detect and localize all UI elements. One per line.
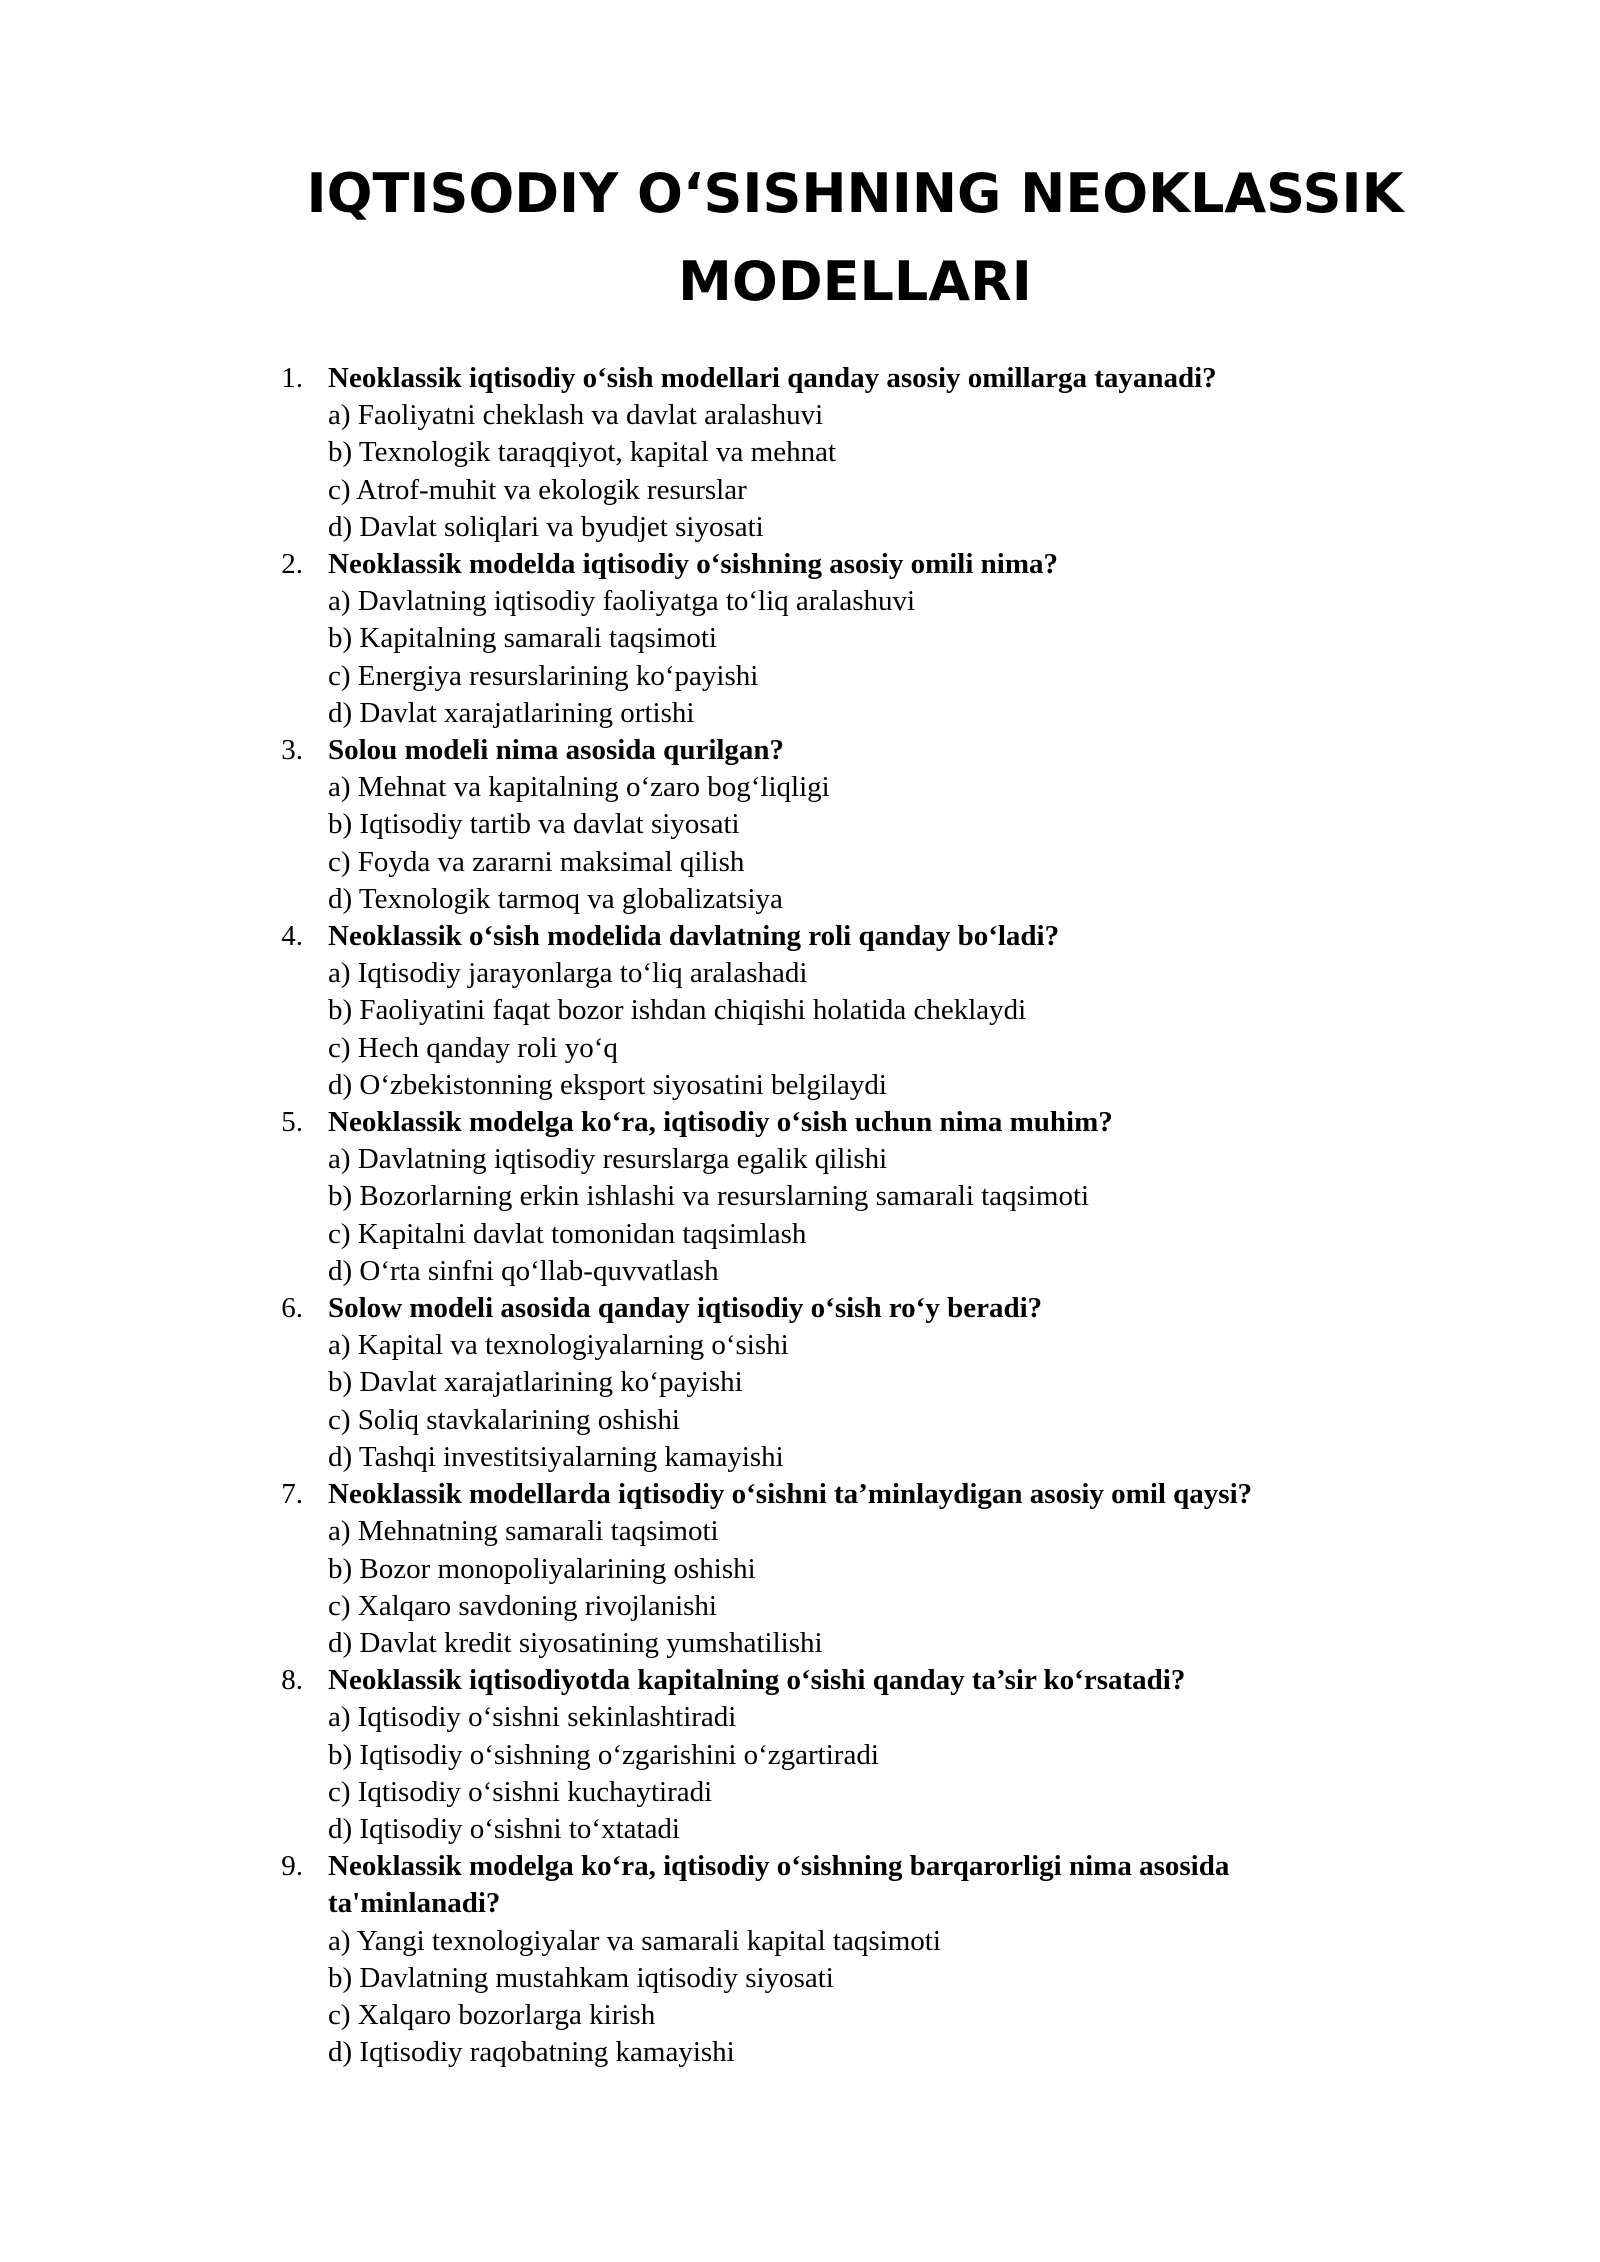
question-text: Neoklassik iqtisodiy o‘sish modellari qanday asosiy omillarga tayanadi?	[328, 362, 1217, 394]
answer-option-c: c) Hech qanday roli yo‘q	[328, 1031, 618, 1064]
question-text: Neoklassik o‘sish modelida davlatning roli qanday bo‘ladi?	[328, 920, 1060, 953]
answer-options	[0, 1141, 1600, 1290]
question-list	[0, 360, 1600, 2071]
answer-options	[0, 1513, 1600, 1662]
answer-option-d: d) Davlat kredit siyosatining yumshatilishi	[328, 1626, 823, 1659]
answer-option-c: c) Iqtisodiy o‘sishni kuchaytiradi	[328, 1775, 713, 1808]
answer-option-a: a) Mehnatning samarali taqsimoti	[328, 1515, 719, 1548]
answer-option-c: c) Xalqaro bozorlarga kirish	[328, 1998, 656, 2031]
answer-option-d: d) Davlat soliqlari va byudjet siyosati	[328, 510, 764, 543]
answer-option-a: a) Iqtisodiy jarayonlarga to‘liq aralashadi	[328, 957, 808, 990]
question-number: 6.	[281, 1292, 303, 1325]
question-text: Neoklassik modelda iqtisodiy o‘sishning asosiy omili nima?	[328, 548, 1058, 581]
answer-options	[0, 769, 1600, 918]
question-5	[0, 1104, 1600, 1290]
question-2	[0, 546, 1600, 732]
answer-options	[0, 1327, 1600, 1476]
question-9	[0, 1848, 1600, 2071]
answer-option-c: c) Atrof-muhit va ekologik resurslar	[328, 473, 747, 506]
answer-options	[0, 397, 1600, 546]
question-1	[0, 360, 1600, 546]
question-text: Solow modeli asosida qanday iqtisodiy o‘sish ro‘y beradi?	[328, 1292, 1043, 1325]
question-text: Neoklassik iqtisodiyotda kapitalning o‘sishi qanday ta’sir ko‘rsatadi?	[328, 1664, 1186, 1697]
question-7	[0, 1476, 1600, 1662]
answer-option-b: b) Davlat xarajatlarining ko‘payishi	[328, 1366, 743, 1399]
answer-option-b: b) Texnologik taraqqiyot, kapital va mehnat	[328, 436, 837, 469]
answer-option-b: b) Faoliyatini faqat bozor ishdan chiqishi holatida cheklaydi	[328, 994, 1027, 1027]
answer-option-b: b) Iqtisodiy o‘sishning o‘zgarishini o‘zgartiradi	[328, 1738, 879, 1771]
answer-option-a: a) Davlatning iqtisodiy faoliyatga to‘liq aralashuvi	[328, 585, 916, 618]
question-number: 8.	[281, 1664, 303, 1697]
question-number: 7.	[281, 1478, 303, 1511]
question-number: 4.	[281, 920, 303, 953]
answer-options	[0, 955, 1600, 1104]
question-text: Neoklassik modelga ko‘ra, iqtisodiy o‘sish uchun nima muhim?	[328, 1106, 1113, 1139]
answer-option-a: a) Iqtisodiy o‘sishni sekinlashtiradi	[328, 1701, 737, 1734]
answer-option-d: d) O‘rta sinfni qo‘llab-quvvatlash	[328, 1254, 719, 1287]
question-number: 5.	[281, 1106, 303, 1139]
answer-option-a: a) Kapital va texnologiyalarning o‘sishi	[328, 1329, 789, 1362]
question-4	[0, 918, 1600, 1104]
answer-option-d: d) Davlat xarajatlarining ortishi	[328, 696, 695, 729]
answer-option-b: b) Iqtisodiy tartib va davlat siyosati	[328, 808, 740, 841]
answer-option-c: c) Kapitalni davlat tomonidan taqsimlash	[328, 1217, 807, 1250]
question-text: Neoklassik modelga ko‘ra, iqtisodiy o‘sishning barqarorligi nima asosida ta'minlanadi?	[328, 1850, 1230, 1920]
answer-options	[0, 1923, 1600, 2072]
title-line-1: IQTISODIY O‘SISHNING NEOKLASSIK	[306, 162, 1404, 225]
question-3	[0, 732, 1600, 918]
question-number: 1.	[281, 362, 303, 394]
answer-option-b: b) Bozorlarning erkin ishlashi va resurslarning samarali taqsimoti	[328, 1180, 1090, 1213]
question-number: 2.	[281, 548, 303, 581]
answer-option-d: d) Tashqi investitsiyalarning kamayishi	[328, 1440, 784, 1473]
answer-option-d: d) O‘zbekistonning eksport siyosatini belgilaydi	[328, 1068, 887, 1101]
answer-option-d: d) Iqtisodiy o‘sishni to‘xtatadi	[328, 1812, 680, 1845]
question-text: Solou modeli nima asosida qurilgan?	[328, 734, 785, 767]
answer-options	[0, 1699, 1600, 1848]
question-8	[0, 1662, 1600, 1848]
answer-option-d: d) Texnologik tarmoq va globalizatsiya	[328, 882, 783, 915]
answer-option-c: c) Foyda va zararni maksimal qilish	[328, 845, 745, 878]
answer-option-b: b) Davlatning mustahkam iqtisodiy siyosati	[328, 1961, 834, 1994]
answer-option-a: a) Mehnat va kapitalning o‘zaro bog‘liqligi	[328, 771, 830, 804]
answer-option-b: b) Kapitalning samarali taqsimoti	[328, 622, 717, 655]
title-line-2: MODELLARI	[678, 250, 1032, 313]
answer-option-b: b) Bozor monopoliyalarining oshishi	[328, 1552, 756, 1585]
answer-option-d: d) Iqtisodiy raqobatning kamayishi	[328, 2036, 735, 2069]
answer-option-a: a) Yangi texnologiyalar va samarali kapital taqsimoti	[328, 1924, 941, 1957]
page-title	[280, 150, 1430, 326]
question-number: 3.	[281, 734, 303, 767]
question-6	[0, 1290, 1600, 1476]
answer-option-a: a) Faoliyatni cheklash va davlat aralashuvi	[328, 399, 824, 432]
answer-option-a: a) Davlatning iqtisodiy resurslarga egalik qilishi	[328, 1143, 888, 1176]
answer-option-c: c) Soliq stavkalarining oshishi	[328, 1403, 680, 1436]
question-number: 9.	[281, 1850, 303, 1883]
question-text: Neoklassik modellarda iqtisodiy o‘sishni ta’minlaydigan asosiy omil qaysi?	[328, 1478, 1253, 1511]
answer-option-c: c) Energiya resurslarining ko‘payishi	[328, 659, 759, 692]
answer-option-c: c) Xalqaro savdoning rivojlanishi	[328, 1589, 717, 1622]
answer-options	[0, 583, 1600, 732]
